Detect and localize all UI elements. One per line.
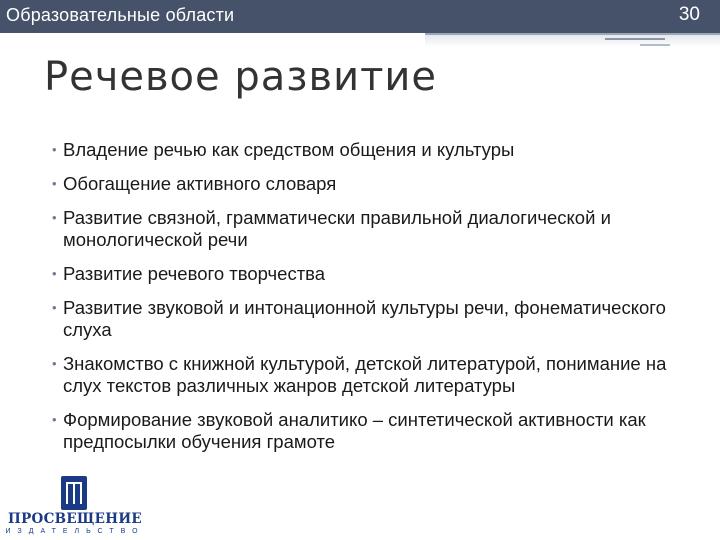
bullet-text: Обогащение активного словаря (63, 173, 337, 194)
bullet-text: Развитие звуковой и интонационной культуры речи, фонематического слуха (63, 297, 666, 340)
decorative-line (605, 38, 665, 40)
slide-title: Речевое развитие (44, 54, 437, 100)
bullet-icon: • (52, 356, 57, 371)
list-item (52, 139, 682, 161)
bullet-text: Формирование звуковой аналитико – синтетической активности как предпосылки обучения грамоте (63, 409, 646, 452)
bullet-icon: • (52, 176, 57, 191)
header-bar (0, 0, 720, 33)
list-item (52, 263, 682, 285)
decorative-line (640, 44, 670, 46)
publisher-emblem-icon (61, 476, 87, 510)
publisher-logo (5, 470, 145, 535)
bullet-icon: • (52, 210, 57, 225)
section-title: Образовательные области (6, 5, 235, 25)
bullet-icon: • (52, 142, 57, 157)
bullet-list (52, 139, 682, 465)
list-item (52, 409, 682, 453)
slide-number: 30 (678, 4, 700, 25)
publisher-subtitle: ИЗДАТЕЛЬСТВО (5, 528, 145, 535)
header-shadow (425, 35, 720, 47)
list-item (52, 297, 682, 341)
publisher-name: ПРОСВЕЩЕНИЕ (8, 511, 142, 527)
bullet-text: Развитие связной, грамматически правильной диалогической и монологической речи (63, 207, 611, 250)
list-item (52, 353, 682, 397)
emblem-stem (73, 482, 75, 504)
bullet-text: Знакомство с книжной культурой, детской литературой, понимание на слух текстов различных жанров детской литературы (63, 353, 667, 396)
bullet-icon: • (52, 300, 57, 315)
bullet-icon: • (52, 412, 57, 427)
bullet-icon: • (52, 266, 57, 281)
bullet-text: Развитие речевого творчества (63, 263, 326, 284)
list-item (52, 207, 682, 251)
list-item (52, 173, 682, 195)
bullet-text: Владение речью как средством общения и культуры (63, 139, 515, 160)
